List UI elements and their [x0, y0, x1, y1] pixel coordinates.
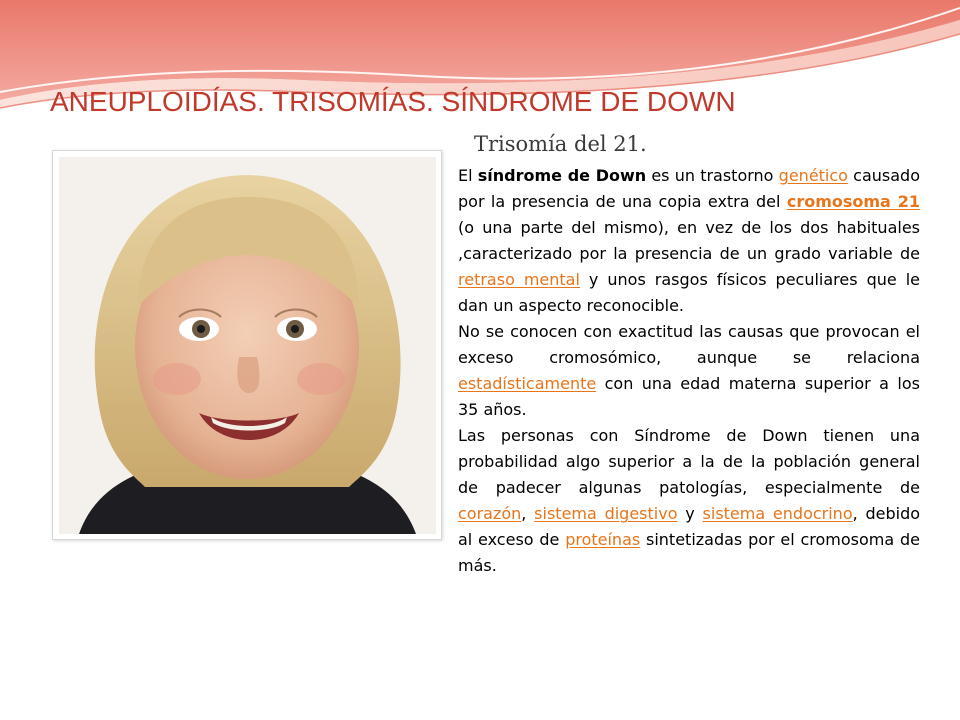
paragraph-pathologies: [458, 423, 920, 579]
text-fragment: El: [458, 166, 478, 185]
text-fragment: , debido al exceso de: [458, 504, 921, 549]
text-fragment: y: [677, 504, 703, 523]
link-cromosoma-21[interactable]: cromosoma 21: [786, 192, 920, 211]
slide-subtitle: Trisomía del 21.: [474, 132, 647, 156]
text-fragment: Las personas con Síndrome de Down tienen una probabilidad algo superior a la de la población general de padecer algunas patologías, especialmente de: [458, 426, 920, 497]
bold-term: síndrome de Down: [477, 166, 647, 185]
link-corazon[interactable]: corazón: [458, 504, 522, 523]
link-sistema-endocrino[interactable]: sistema endocrino: [702, 504, 853, 523]
link-proteinas[interactable]: proteínas: [565, 530, 641, 549]
paragraph-causes: [458, 319, 920, 423]
text-fragment: es un trastorno: [646, 166, 779, 185]
text-fragment: sintetizadas por el cromosoma de más.: [458, 530, 920, 575]
link-sistema-digestivo[interactable]: sistema digestivo: [534, 504, 678, 523]
paragraph-definition: [458, 163, 920, 319]
text-fragment: con una edad materna superior a los 35 años.: [458, 374, 920, 419]
text-fragment: y unos rasgos físicos peculiares que le dan un aspecto reconocible.: [458, 270, 920, 315]
portrait-photo-frame: [52, 150, 442, 540]
link-genetico[interactable]: genético: [778, 166, 848, 185]
child-portrait-photo: [59, 157, 436, 534]
slide-title: ANEUPLOIDÍAS. TRISOMÍAS. SÍNDROME DE DOWN: [50, 86, 736, 117]
text-fragment: ,: [521, 504, 535, 523]
text-fragment: causado por la presencia de una copia extra del: [458, 166, 920, 211]
link-retraso-mental[interactable]: retraso mental: [458, 270, 580, 289]
text-fragment: No se conocen con exactitud las causas que provocan el exceso cromosómico, aunque se relaciona: [458, 322, 920, 367]
text-fragment: (o una parte del mismo), en vez de los dos habituales ,caracterizado por la presencia de un grado variable de: [458, 218, 920, 263]
body-text: [458, 163, 920, 579]
link-estadisticamente[interactable]: estadísticamente: [458, 374, 597, 393]
